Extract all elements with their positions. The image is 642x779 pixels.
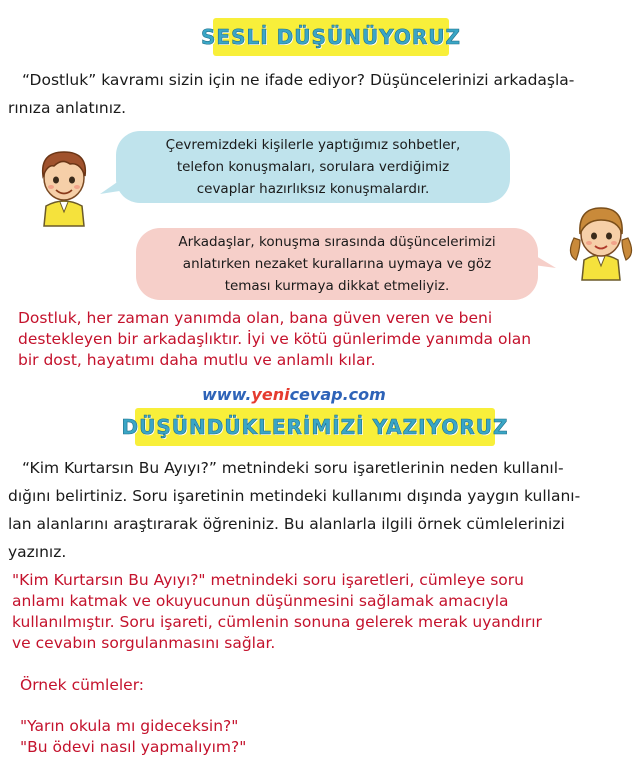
boy-illustration-icon — [24, 140, 104, 230]
answer-line: ve cevabın sorgulanmasını sağlar. — [12, 634, 276, 652]
bubble-line: cevaplar hazırlıksız konuşmalardır. — [196, 181, 430, 197]
answer-line: bir dost, hayatımı daha mutlu ve anlamlı kılar. — [18, 351, 376, 369]
answer-dostluk — [18, 308, 638, 371]
speech-bubble-girl — [136, 228, 538, 300]
prompt-line: “Dostluk” kavramı sizin için ne ifade ediyor? Düşüncelerinizi arkadaşla- — [22, 71, 575, 89]
watermark-suffix: cevap.com — [289, 385, 386, 404]
answer-line: Dostluk, her zaman yanımda olan, bana güven veren ve beni — [18, 309, 493, 327]
answer-soru-isareti — [12, 570, 638, 654]
watermark-prefix: www. — [202, 385, 252, 404]
prompt-line: dığını belirtiniz. Soru işaretinin metindeki kullanımı dışında yaygın kullanı- — [8, 487, 581, 505]
prompt-line: yazınız. — [8, 543, 67, 561]
bubble-line: Çevremizdeki kişilerle yaptığımız sohbetler, — [165, 137, 461, 153]
section-title: DÜŞÜNDÜKLERİMİZİ YAZIYORUZ — [121, 415, 509, 439]
answer-line: kullanılmıştır. Soru işareti, cümlenin sonuna gelerek merak uyandırır — [12, 613, 542, 631]
answer-line: "Kim Kurtarsın Bu Ayıyı?" metnindeki soru işaretleri, cümleye soru — [12, 571, 524, 589]
speech-bubble-boy — [116, 131, 510, 203]
bubble-line: Arkadaşlar, konuşma sırasında düşüncelerimizi — [178, 234, 496, 250]
example-sentence: "Yarın okula mı gideceksin?" — [20, 717, 239, 735]
answer-line: anlamı katmak ve okuyucunun düşünmesini sağlamak amacıyla — [12, 592, 509, 610]
section-title: SESLİ DÜŞÜNÜYORUZ — [201, 25, 461, 49]
girl-illustration-icon — [560, 194, 642, 284]
prompt-line: “Kim Kurtarsın Bu Ayıyı?” metnindeki soru işaretlerinin neden kullanıl- — [22, 459, 564, 477]
bubble-line: anlatırken nezaket kurallarına uymaya ve göz — [182, 256, 492, 272]
example-sentences — [20, 716, 620, 758]
prompt-line: rınıza anlatınız. — [8, 99, 127, 117]
bubble-line: teması kurmaya dikkat etmeliyiz. — [224, 278, 450, 294]
bubble-line: telefon konuşmaları, sorulara verdiğimiz — [176, 159, 450, 175]
example-sentence: "Bu ödevi nasıl yapmalıyım?" — [20, 738, 247, 756]
answer-line: destekleyen bir arkadaşlıktır. İyi ve kötü günlerimde yanımda olan — [18, 330, 532, 348]
watermark-accent: yeni — [251, 385, 290, 404]
question-prompt-dostluk — [8, 66, 636, 122]
prompt-line: lan alanlarını araştırarak öğreniniz. Bu alanlarla ilgili örnek cümlelerinizi — [8, 515, 565, 533]
examples-label: Örnek cümleler: — [20, 676, 145, 694]
section-banner-sesli — [201, 18, 461, 56]
section-banner-yaziyoruz — [121, 408, 509, 446]
site-watermark — [202, 385, 442, 407]
question-prompt-soru-isareti — [8, 454, 636, 566]
